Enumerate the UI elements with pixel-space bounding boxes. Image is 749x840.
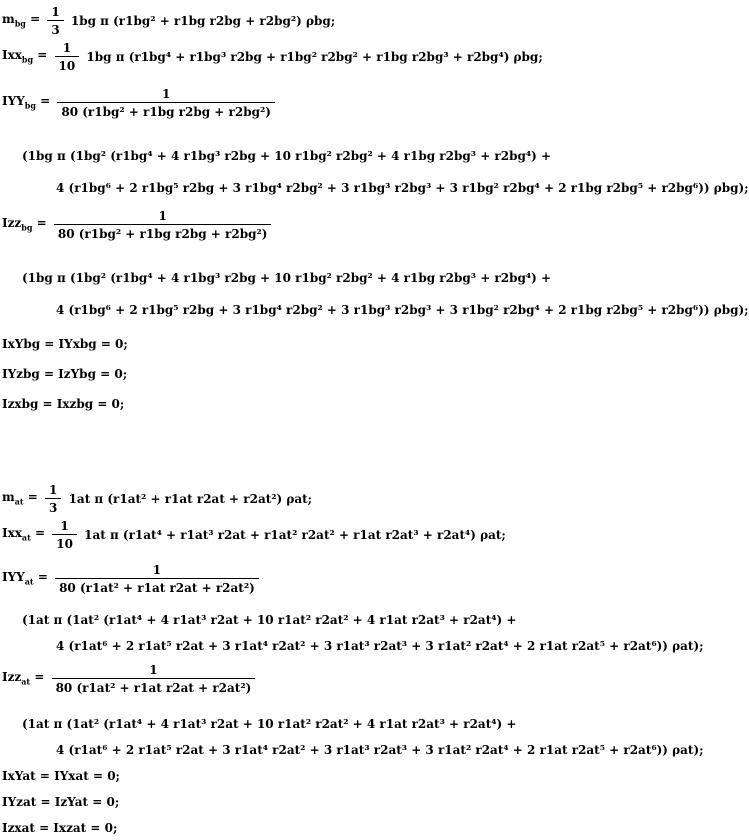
at-iyy-equation [2,562,262,596]
bg-izx-equation: Izxbg = Ixzbg = 0; [2,397,125,411]
at-izx-equation: Izxat = Ixzat = 0; [2,821,118,835]
bg-izz-line2: 4 (r1bg⁶ + 2 r1bg⁵ r2bg + 3 r1bg⁴ r2bg² + 3 r1bg³ r2bg³ + 3 r1bg² r2bg⁴ + 2 r1bg r2bg⁵ + r2bg⁶)) ρbg); [56,303,749,317]
bg-iyy-equation [2,86,278,120]
bg-ixx-rhs: 1bg π (r1bg⁴ + r1bg³ r2bg + r1bg² r2bg² + r1bg r2bg³ + r2bg⁴) ρbg; [86,50,543,64]
at-ixx-rhs: 1at π (r1at⁴ + r1at³ r2at + r1at² r2at² + r1at r2at³ + r2at⁴) ρat; [84,528,506,542]
bg-izz-equation [2,208,274,242]
bg-izz-line1: (1bg π (1bg² (r1bg⁴ + 4 r1bg³ r2bg + 10 r1bg² r2bg² + 4 r1bg r2bg³ + r2bg⁴) + [22,271,552,285]
bg-mass-rhs: 1bg π (r1bg² + r1bg r2bg + r2bg²) ρbg; [70,14,336,28]
bg-ixx-fraction: $\frac{1}{10}$ [55,40,80,74]
at-izz-equation [2,662,258,696]
bg-iyy-lhs: $IYY_{bg}$ = [2,93,51,111]
bg-ixx-lhs: Ixx$_{bg}$ = [2,47,48,65]
at-izz-line1: (1at π (1at² (r1at⁴ + 4 r1at³ r2at + 10 r1at² r2at² + 4 r1at r2at³ + r2at⁴) + [22,717,517,731]
at-ixy-equation: IxYat = IYxat = 0; [2,769,120,783]
bg-izz-lhs: Izz$_{bg}$ = [2,215,47,233]
bg-iyy-line2: 4 (r1bg⁶ + 2 r1bg⁵ r2bg + 3 r1bg⁴ r2bg² + 3 r1bg³ r2bg³ + 3 r1bg² r2bg⁴ + 2 r1bg r2bg⁵ + r2bg⁶)) ρbg); [56,181,749,195]
at-ixx-equation [2,518,506,552]
bg-mass-fraction: $\frac{1}{3}$ [47,4,63,38]
at-iyz-equation: IYzat = IzYat = 0; [2,795,120,809]
bg-mass-lhs: $m_{bg}$ = [2,11,41,29]
bg-mass-equation [2,4,335,38]
at-mass-lhs: $m_{at}$ = [2,489,38,507]
bg-iyz-equation: IYzbg = IzYbg = 0; [2,367,128,381]
at-iyy-line1: (1at π (1at² (r1at⁴ + 4 r1at³ r2at + 10 r1at² r2at² + 4 r1at r2at³ + r2at⁴) + [22,613,517,627]
at-mass-equation [2,482,312,516]
at-izz-fraction: $\frac{1}{\text{80 (r1at² + r1at r2at + r2at²)}}$ [52,662,256,696]
at-mass-fraction: $\frac{1}{3}$ [45,482,61,516]
at-mass-rhs: 1at π (r1at² + r1at r2at + r2at²) ρat; [68,492,313,506]
bg-ixy-equation: IxYbg = IYxbg = 0; [2,337,128,351]
at-ixx-fraction: $\frac{1}{10}$ [52,518,77,552]
at-iyy-lhs: $IYY_{at}$ = [2,569,48,587]
bg-iyy-fraction: $\frac{1}{\text{80 (r1bg² + r1bg r2bg + r2bg²)}}$ [57,86,275,120]
at-izz-line2: 4 (r1at⁶ + 2 r1at⁵ r2at + 3 r1at⁴ r2at² + 3 r1at³ r2at³ + 3 r1at² r2at⁴ + 2 r1at r2at⁵ + r2at⁶)) ρat); [56,743,704,757]
bg-izz-fraction: $\frac{1}{\text{80 (r1bg² + r1bg r2bg + r2bg²)}}$ [54,208,272,242]
bg-iyy-line1: (1bg π (1bg² (r1bg⁴ + 4 r1bg³ r2bg + 10 r1bg² r2bg² + 4 r1bg r2bg³ + r2bg⁴) + [22,149,552,163]
at-izz-lhs: Izz$_{at}$ = [2,669,45,687]
at-iyy-fraction: $\frac{1}{\text{80 (r1at² + r1at r2at + r2at²)}}$ [55,562,259,596]
at-ixx-lhs: Ixx$_{at}$ = [2,525,46,543]
bg-ixx-equation [2,40,543,74]
at-iyy-line2: 4 (r1at⁶ + 2 r1at⁵ r2at + 3 r1at⁴ r2at² + 3 r1at³ r2at³ + 3 r1at² r2at⁴ + 2 r1at r2at⁵ + r2at⁶)) ρat); [56,639,704,653]
